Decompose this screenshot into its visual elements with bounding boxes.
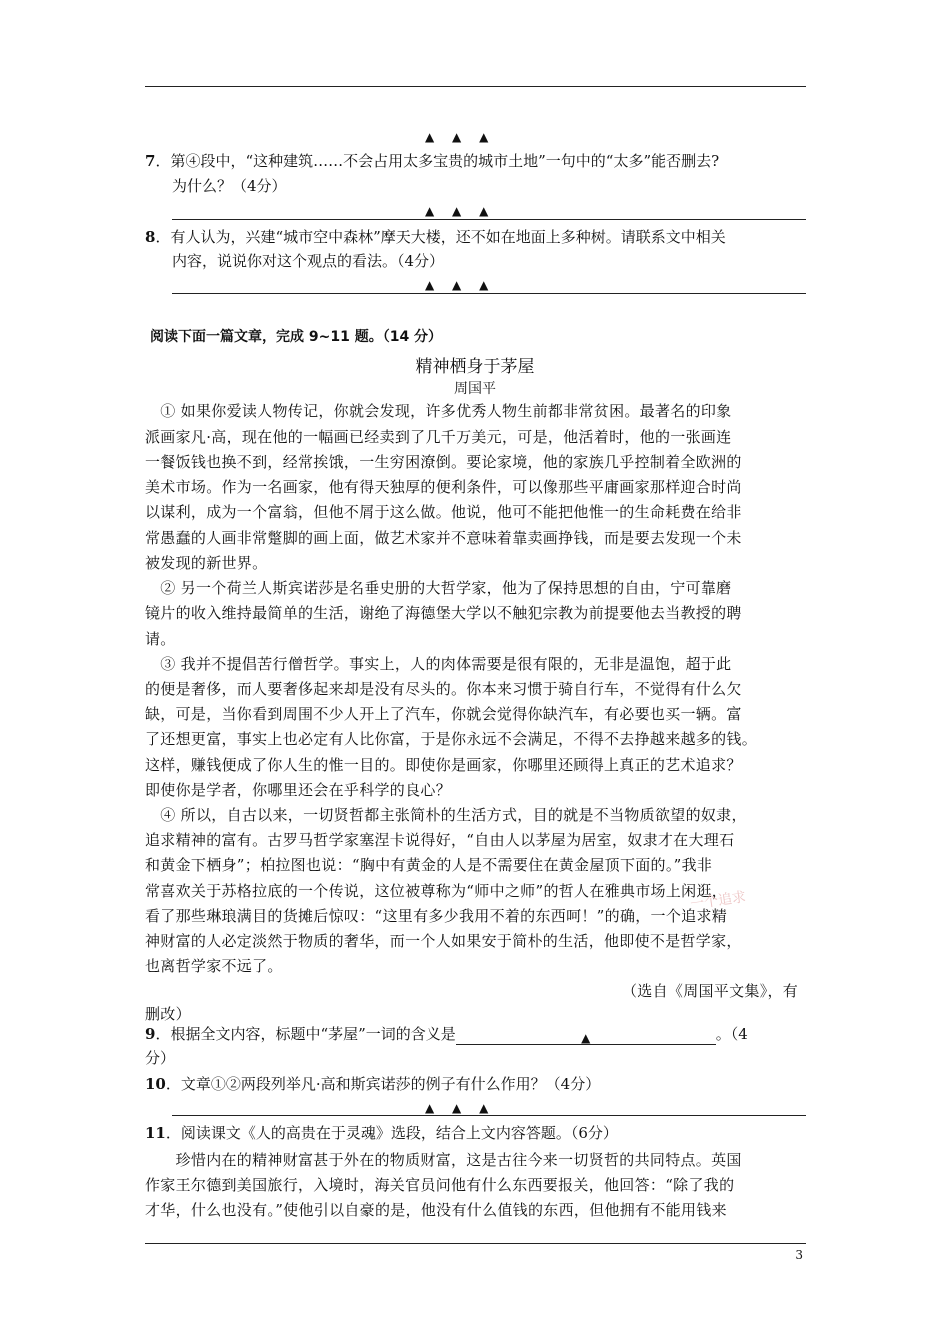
paragraph-3-line: 了还想更富，事实上也必定有人比你富，于是你永远不会满足，不得不去挣越来越多的钱。 [145,730,758,748]
paragraph-3-line: ③ 我并不提倡苦行僧哲学。事实上，人的肉体需要是很有限的，无非是温饱，超于此 [145,655,732,673]
paragraph-3-line: 的便是奢侈，而人要奢侈起来却是没有尽头的。你本来习惯于骑自行车，不觉得有什么欠 [145,680,742,698]
question-9-line-2: 分） [145,1049,176,1067]
paragraph-2-line: 请。 [145,630,176,648]
paragraph-4-line: ④ 所以，自古以来，一切贤哲都主张简朴的生活方式，目的就是不当物质欲望的奴隶， [145,806,747,824]
paragraph-2-line: ② 另一个荷兰人斯宾诺莎是名垂史册的大哲学家，他为了保持思想的自由，宁可靠磨 [145,579,732,597]
paragraph-1-line: 被发现的新世界。 [145,554,268,572]
question-text: ．根据全文内容，标题中“茅屋”一词的含义是 [155,1025,456,1043]
question-text: ．有人认为，兴建“城市空中森林”摩天大楼，还不如在地面上多种树。请联系文中相关 [155,228,726,246]
answer-marker: ▲ ▲ ▲ [425,1101,489,1115]
paragraph-4-line: 也离哲学家不远了。 [145,957,283,975]
article-author: 周国平 [454,381,496,397]
answer-blank[interactable] [456,1026,716,1045]
question-11-line [145,1122,618,1144]
question-number: 11 [145,1124,166,1142]
excerpt-line: 珍惜内在的精神财富甚于外在的物质财富，这是古往今来一切贤哲的共同特点。英国 [145,1151,742,1169]
section-heading: 阅读下面一篇文章，完成 9~11 题。（14 分） [150,329,443,345]
paragraph-4-line: 看了那些琳琅满目的货摊后惊叹：“这里有多少我用不着的东西呵！”的确，一个追求精 [145,907,728,925]
paragraph-1-line: 以谋利，成为一个富翁，但他不屑于这么做。他说，他可不能把他惟一的生命耗费在给非 [145,503,742,521]
watermark-stamp: 一个追求 [689,889,747,913]
paragraph-4-line: 和黄金下栖身”；柏拉图也说：“胸中有黄金的人是不需要住在黄金屋顶下面的。”我非 [145,856,713,874]
question-8-line-2: 内容，说说你对这个观点的看法。（4分） [172,252,445,270]
paragraph-1-line: 派画家凡·高，现在他的一幅画已经卖到了几千万美元，可是，他活着时，他的一张画连 [145,428,732,446]
question-text: ．第④段中，“这种建筑……不会占用太多宝贵的城市土地”一句中的“太多”能否删去? [155,152,720,170]
question-number: 8 [145,228,156,246]
paragraph-4-line: 追求精神的富有。古罗马哲学家塞涅卡说得好，“自由人以茅屋为居室，奴隶才在大理石 [145,831,735,849]
answer-line [172,219,806,220]
paragraph-3-line: 这样，赚钱便成了你人生的惟一目的。即使你是画家，你哪里还顾得上真正的艺术追求？ [145,756,742,774]
source-note-cont: 删改） [145,1005,191,1023]
question-9-line-1 [145,1023,748,1045]
question-7-line-1 [145,150,719,172]
paragraph-3-line: 缺，可是，当你看到周围不少人开上了汽车，你就会觉得你缺汽车，有必要也买一辆。富 [145,705,742,723]
paragraph-4-line: 常喜欢关于苏格拉底的一个传说，这位被尊称为“师中之师”的哲人在雅典市场上闲逛， [145,882,728,900]
question-text: ．文章①②两段列举凡·高和斯宾诺莎的例子有什么作用？（4分） [165,1075,601,1093]
question-8-line-1 [145,226,726,248]
top-rule [145,86,806,87]
paragraph-1-line: ① 如果你爱读人物传记，你就会发现，许多优秀人物生前都非常贫困。最著名的印象 [145,402,732,420]
answer-marker: ▲ ▲ ▲ [425,130,489,144]
paragraph-4-line: 神财富的人必定淡然于物质的奢华，而一个人如果安于简朴的生活，他即使不是哲学家， [145,932,742,950]
paragraph-3-line: 即使你是学者，你哪里还会在乎科学的良心？ [145,781,452,799]
answer-marker: ▲ ▲ ▲ [425,278,489,292]
excerpt-line: 才华，什么也没有。”使他引以自豪的是，他没有什么值钱的东西，但他拥有不能用钱来 [145,1201,727,1219]
question-10-line [145,1073,600,1095]
question-number: 9 [145,1025,156,1043]
answer-marker: ▲ ▲ ▲ [425,204,489,218]
question-number: 7 [145,152,156,170]
question-text-end: 。（4 [715,1025,748,1043]
answer-marker: ▲ [581,1031,591,1045]
paragraph-1-line: 一餐饭钱也换不到，经常挨饿，一生穷困潦倒。要论家境，他的家族几乎控制着全欧洲的 [145,453,742,471]
source-note: （选自《周国平文集》，有 [622,982,799,1000]
answer-line [172,1115,806,1116]
question-number: 10 [145,1075,166,1093]
question-7-line-2: 为什么？（4分） [172,177,287,195]
article-title: 精神栖身于茅屋 [415,357,535,377]
paragraph-1-line: 常愚蠢的人画非常蹩脚的画上面，做艺术家并不意味着靠卖画挣钱，而是要去发现一个未 [145,529,742,547]
paragraph-2-line: 镜片的收入维持最简单的生活，谢绝了海德堡大学以不触犯宗教为前提要他去当教授的聘 [145,604,742,622]
answer-line [172,293,806,294]
page-number: 3 [795,1248,803,1262]
question-text: ．阅读课文《人的高贵在于灵魂》选段，结合上文内容答题。（6分） [165,1124,618,1142]
bottom-rule [145,1243,806,1244]
paragraph-1-line: 美术市场。作为一名画家，他有得天独厚的便利条件，可以像那些平庸画家那样迎合时尚 [145,478,742,496]
excerpt-line: 作家王尔德到美国旅行，入境时，海关官员问他有什么东西要报关，他回答：“除了我的 [145,1176,735,1194]
